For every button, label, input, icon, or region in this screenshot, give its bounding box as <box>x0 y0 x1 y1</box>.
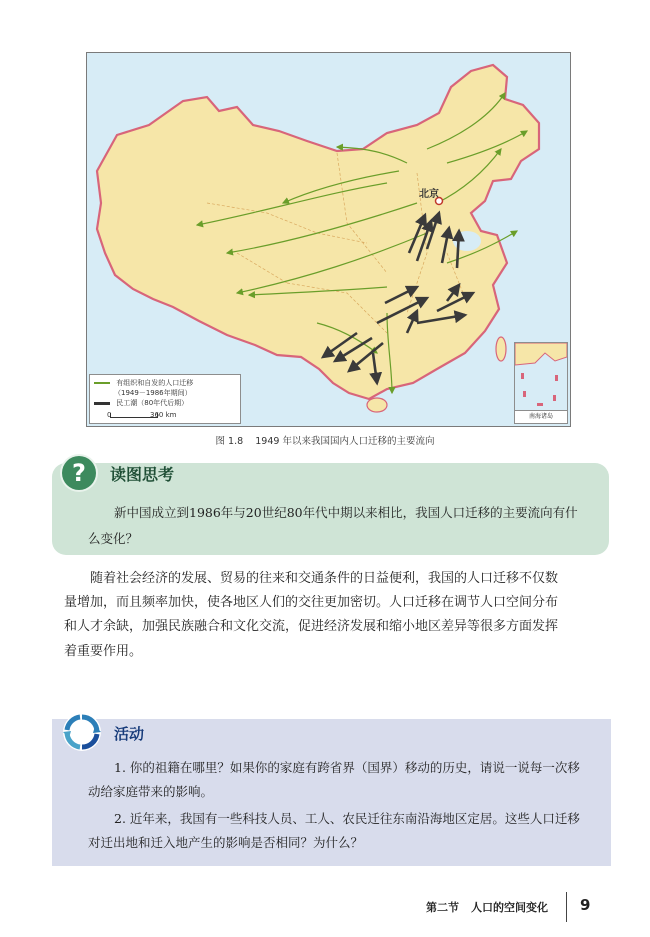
section-title: 人口的空间变化 <box>471 901 548 914</box>
scale-zero: 0 <box>107 411 112 419</box>
activity-item-2: 2. 近年来，我国有一些科技人员、工人、农民迁往东南沿海地区定居。这些人口迁移对迁出地和迁入地产生的影响是否相同？为什么？ <box>88 811 580 850</box>
map-legend <box>89 374 241 424</box>
footer-section <box>426 899 560 915</box>
figure-number: 图 1.8 <box>215 436 244 447</box>
footer-divider <box>566 892 567 922</box>
map-drawing <box>87 53 570 426</box>
legend-green-period: （1949－1986年期间） <box>114 389 192 397</box>
migration-map <box>86 52 571 427</box>
activity-title: 活动 <box>114 725 145 743</box>
cycle-arrows-icon <box>62 712 102 752</box>
think-header <box>52 456 609 490</box>
black-arrow-swatch <box>94 402 110 405</box>
legend-green-label: 有组织和自发的人口迁移 <box>116 379 194 387</box>
page-number: 9 <box>580 896 591 914</box>
inset-title: 南海诸岛 <box>515 410 567 423</box>
legend-black-label: 民工潮（80年代后期） <box>116 399 189 407</box>
think-question: 新中国成立到1986年与20世纪80年代中期以来相比，我国人口迁移的主要流向有什么变化？ <box>88 505 578 546</box>
scale-distance: 360 km <box>150 411 177 419</box>
beijing-label: 北京 <box>419 189 439 200</box>
activity-item-1: 1. 你的祖籍在哪里？如果你的家庭有跨省界（国界）移动的历史，请说一说每一次移动给家庭带来的影响。 <box>88 760 580 799</box>
body-paragraph-block <box>64 567 558 664</box>
figure-title: 1949 年以来我国国内人口迁移的主要流向 <box>255 436 435 447</box>
think-title: 读图思考 <box>110 465 175 484</box>
question-mark-icon: ? <box>62 456 96 490</box>
green-arrow-swatch <box>94 382 110 384</box>
south-china-sea-inset <box>514 342 568 424</box>
section-number: 第二节 <box>426 901 459 914</box>
figure-caption <box>0 433 650 447</box>
body-paragraph: 随着社会经济的发展、贸易的往来和交通条件的日益便利，我国的人口迁移不仅数量增加，而且频率加快，使各地区人们的交往更加密切。人口迁移在调节人口空间分布和人才余缺，加强民族融合和文化交流，促进经济发展和缩小地区差异等很多方面发挥着重要作用。 <box>64 571 559 659</box>
activity-items <box>88 756 582 858</box>
